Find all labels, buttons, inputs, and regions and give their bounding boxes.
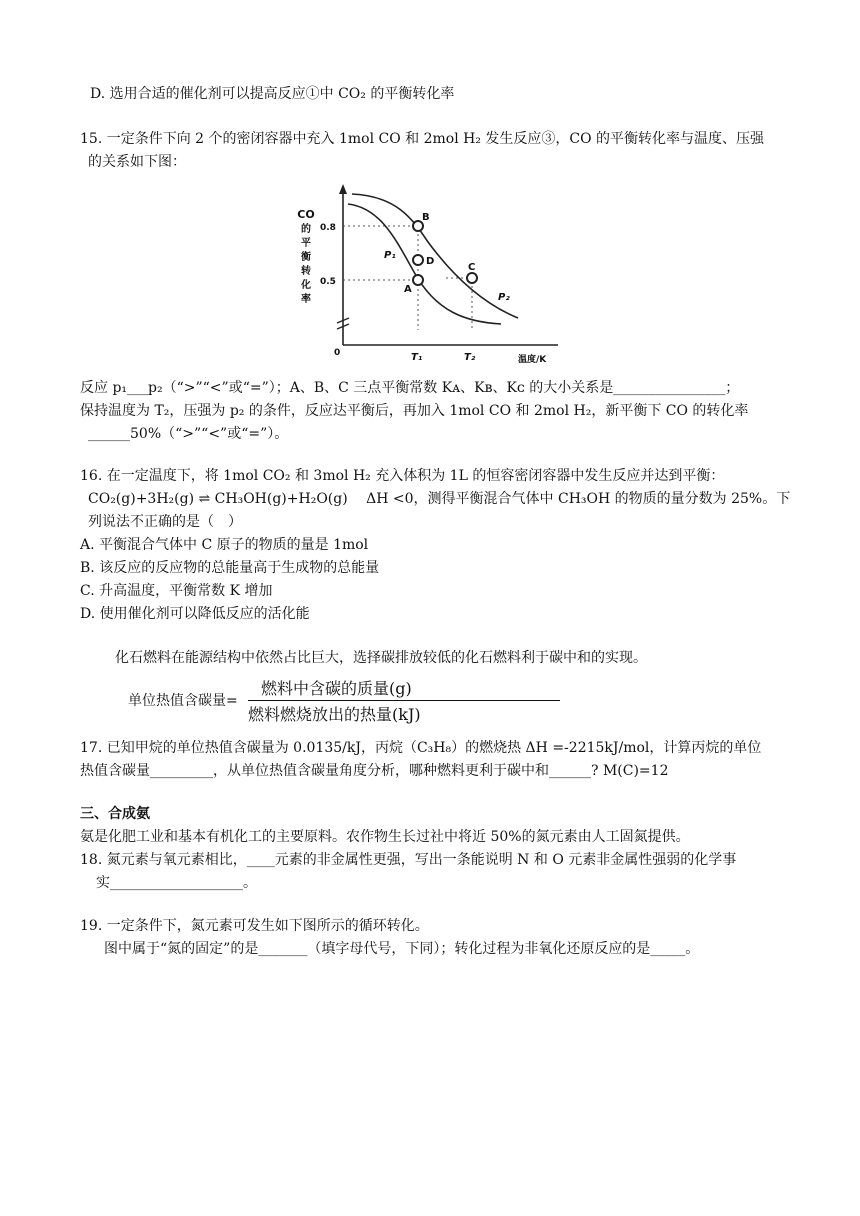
q14-option-d: D. 选用合适的催化剂可以提高反应①中 CO₂ 的平衡转化率 xyxy=(90,86,455,102)
q16-option-d: D. 使用催化剂可以降低反应的活化能 xyxy=(80,606,310,622)
ylabel-char: 转 xyxy=(301,266,311,277)
ylabel-char: 率 xyxy=(301,294,311,305)
point-c xyxy=(467,273,477,283)
q19-stem-line2: 图中属于“氮的固定”的是_______（填字母代号，下同）；转化过程为非氧化还原反应的是_____。 xyxy=(104,941,700,957)
label-d: D xyxy=(426,256,435,267)
ytick-05: 0.5 xyxy=(320,277,336,287)
q15-stem-line1: 15. 一定条件下向 2 个的密闭容器中充入 1mol CO 和 2mol H₂ 发生反应③，CO 的平衡转化率与温度、压强 xyxy=(80,131,765,147)
fossil-fuel-intro: 化石燃料在能源结构中依然占比巨大，选择碳排放较低的化石燃料利于碳中和的实现。 xyxy=(115,650,647,666)
q16-option-b: B. 该反应的反应物的总能量高于生成物的总能量 xyxy=(80,560,380,576)
xtick-t1: T₁ xyxy=(411,352,423,363)
fraction-bar xyxy=(248,700,560,701)
q16-stem-line1: 16. 在一定温度下，将 1mol CO₂ 和 3mol H₂ 充入体积为 1L 的恒容密闭容器中发生反应并达到平衡： xyxy=(80,468,725,484)
label-p2: P₂ xyxy=(498,292,510,303)
q16-stem-line3: 列说法不正确的是（ ） xyxy=(88,514,242,530)
q15-stem-line2: 的关系如下图： xyxy=(88,154,186,170)
q18-stem-line1: 18. 氮元素与氧元素相比，____元素的非金属性更强，写出一条能说明 N 和 O 元素非金属性强弱的化学事 xyxy=(80,852,737,868)
label-a: A xyxy=(404,284,412,295)
ytick-08: 0.8 xyxy=(320,223,336,233)
ylabel-char: 平 xyxy=(301,238,311,249)
co-conversion-graph xyxy=(296,180,560,370)
xlabel: 温度/K xyxy=(518,355,547,365)
section-heading: 三、合成氨 xyxy=(80,806,150,822)
q17-stem-line1: 17. 已知甲烷的单位热值含碳量为 0.0135/kJ，丙烷（C₃H₈）的燃烧热 ΔH =-2215kJ/mol，计算丙烷的单位 xyxy=(80,740,762,756)
section-intro: 氨是化肥工业和基本有机化工的主要原料。农作物生长过社中将近 50%的氮元素由人工固氮提供。 xyxy=(80,829,690,845)
q16-option-c: C. 升高温度，平衡常数 K 增加 xyxy=(80,583,273,599)
q15-stem-line3: 反应 p₁___p₂（“>”“<”或“=”）；A、B、C 三点平衡常数 Kᴀ、Kʙ、Kᴄ 的大小关系是________________； xyxy=(80,380,740,396)
ylabel-char: 衡 xyxy=(301,252,311,263)
origin-label: 0 xyxy=(334,348,341,358)
q18-stem-line2: 实___________________。 xyxy=(96,875,257,891)
q16-option-a: A. 平衡混合气体中 C 原子的物质的量是 1mol xyxy=(80,537,369,553)
ylabel-char: 的 xyxy=(301,224,311,235)
label-p1: P₁ xyxy=(384,250,396,261)
formula-label: 单位热值含碳量= xyxy=(128,693,238,709)
ylabel-char: 化 xyxy=(301,280,311,291)
q19-stem-line1: 19. 一定条件下，氮元素可发生如下图所示的循环转化。 xyxy=(80,918,429,934)
q15-stem-line4: 保持温度为 T₂，压强为 p₂ 的条件，反应达平衡后，再加入 1mol CO 和 2mol H₂，新平衡下 CO 的转化率 xyxy=(80,403,749,419)
q16-equation-line: CO₂(g)+3H₂(g) ⇌ CH₃OH(g)+H₂O(g) ΔH <0，测得平衡混合气体中 CH₃OH 的物质的量分数为 25%。下 xyxy=(88,491,791,507)
q15-stem-line5: ______50%（“>”“<”或“=”）。 xyxy=(88,426,289,442)
xtick-t2: T₂ xyxy=(464,352,476,363)
formula-numerator: 燃料中含碳的质量(g) xyxy=(261,679,412,698)
q17-stem-line2: 热值含碳量_________，从单位热值含碳量角度分析，哪种燃料更利于碳中和______? M(C)=12 xyxy=(80,763,669,779)
point-a xyxy=(413,275,423,285)
label-b: B xyxy=(422,212,430,223)
point-d xyxy=(413,255,423,265)
ylabel-co: CO xyxy=(297,208,315,221)
formula-denominator: 燃料燃烧放出的热量(kJ) xyxy=(248,705,421,724)
label-c: C xyxy=(468,262,476,273)
